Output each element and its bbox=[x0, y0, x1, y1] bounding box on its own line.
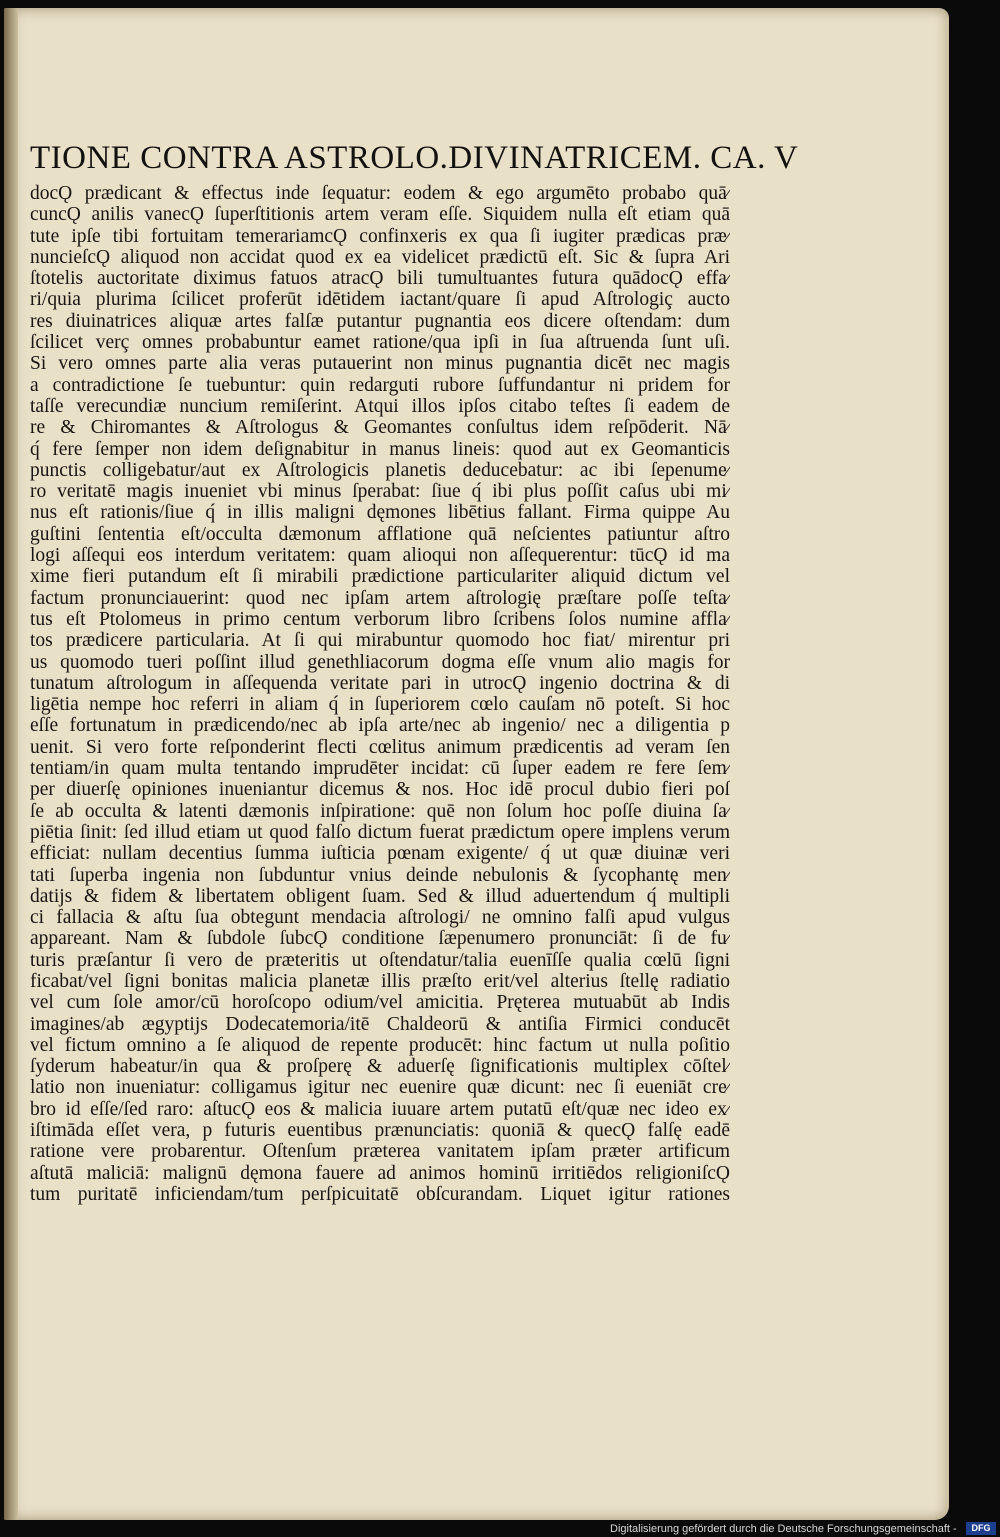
text-line: punctis colligebatur/aut ex Aſtrologicis planetis deducebatur: ac ibi ſepenume⁄ bbox=[30, 459, 730, 481]
text-line: res diuinatrices aliquæ artes falſæ putantur pugnantia eos dicere oſtendam: dum bbox=[30, 310, 730, 332]
text-line: tunatum aſtrologum in aſſequenda veritate pari in utrocǪ ingenio doctrina & di bbox=[30, 672, 730, 694]
text-line: tute ipſe tibi fortuitam temerariamcǪ confinxeris ex qua ſi iugiter prædicas præ⁄ bbox=[30, 225, 730, 247]
text-line: appareant. Nam & ſubdole ſubcǪ conditione ſæpenumero pronunciāt: ſi de fu⁄ bbox=[30, 928, 730, 950]
text-line: eſſe fortunatum in prædicendo/nec ab ipſa arte/nec ab ingenio/ nec a diligentia p bbox=[30, 715, 730, 737]
text-line: cuncǪ anilis vanecǪ ſuperſtitionis artem veram eſſe. Siquidem nulla eſt etiam quā bbox=[30, 204, 730, 226]
text-line: ri/quia plurima ſcilicet proferūt idētidem iactant/quare ſi apud Aſtrologiç aucto bbox=[30, 289, 730, 311]
page-gutter bbox=[4, 8, 18, 1520]
text-line: ſyderum habeatur/in qua & proſperę & aduerſę ſignificationis multiplex cōſtel⁄ bbox=[30, 1056, 730, 1078]
text-line: turis præſantur ſi vero de præteritis ut oſtendatur/talia euenīſſe qualia cœlū ſigni bbox=[30, 949, 730, 971]
text-line: tos prædicere particularia. At ſi qui mirabuntur quomodo hoc fiat/ mirentur pri bbox=[30, 630, 730, 652]
text-line: re & Chiromantes & Aſtrologus & Geomantes conſultus idem reſpōderit. Nā⁄ bbox=[30, 417, 730, 439]
text-line: tus eſt Ptolomeus in primo centum verborum libro ſcribens ſolos numine affla⁄ bbox=[30, 608, 730, 630]
text-line: tum puritatē inficiendam/tum perſpicuitatē obſcurandam. Liquet igitur rationes bbox=[30, 1183, 730, 1205]
text-line: ſtotelis auctoritate diximus fatuos atracǪ bili tumultuantes futura quādocǪ effa⁄ bbox=[30, 268, 730, 290]
text-line: guſtini ſententia eſt/occulta dæmonum afflatione quā neſcientes patiuntur aſtro bbox=[30, 523, 730, 545]
text-line: efficiat: nullam decentius ſumma iuſticia pœnam exigente/ q́ ut quæ diuinæ veri bbox=[30, 843, 730, 865]
text-line: datijs & fidem & libertatem obligent ſuam. Sed & illud aduertendum q́ multipli bbox=[30, 885, 730, 907]
text-line: tentiam/in quam multa tentando imprudēter incidat: cū ſuper eadem re fere ſem⁄ bbox=[30, 758, 730, 780]
text-line: us quomodo tueri poſſint illud genethliacorum dogma eſſe vnum alio magis for bbox=[30, 651, 730, 673]
text-line: Si vero omnes parte alia veras putauerint non minus pugnantia dicēt nec magis bbox=[30, 353, 730, 375]
text-line: bro id eſſe/ſed raro: aſtucǪ eos & malicia iuuare artem putatū eſt/quæ nec ideo ex⁄ bbox=[30, 1098, 730, 1120]
text-line: vel cum ſole amor/cū horoſcopo odium/vel amicitia. Pręterea mutuabūt ab Indis bbox=[30, 992, 730, 1014]
text-line: aſtutā maliciā: malignū dęmona fauere ad animos hominū irritiēdos religioniſcǪ bbox=[30, 1162, 730, 1184]
text-line: ſe ab occulta & latenti dæmonis inſpiratione: quē non ſolum hoc poſſe diuina ſa⁄ bbox=[30, 800, 730, 822]
text-line: ficabat/vel ſigni bonitas malicia planetæ illis præſto erit/vel alterius ſtellę radiatio bbox=[30, 970, 730, 992]
digitization-credit: Digitalisierung gefördert durch die Deutsche Forschungsgemeinschaft - bbox=[610, 1523, 957, 1535]
text-line: docǪ prædicant & effectus inde ſequatur: eodem & ego argumēto probabo quā⁄ bbox=[30, 183, 730, 204]
text-line: ligētia nempe hoc referri in aliam q́ in ſuperiorem cœlo cauſam nō poteſt. Si hoc bbox=[30, 694, 730, 716]
text-line: factum pronunciauerint: quod nec ipſam artem aſtrologię præſtare poſſe teſta⁄ bbox=[30, 587, 730, 609]
running-head: TIONE CONTRA ASTROLO.DIVINATRICEM. CA. V bbox=[30, 140, 799, 176]
text-line: vel fictum omnino a ſe aliquod de repente producēt: hinc factum ut nulla poſitio bbox=[30, 1034, 730, 1056]
dfg-logo: DFG bbox=[966, 1522, 996, 1535]
text-line: tati ſuperba ingenia non ſubduntur vnius deinde nebulonis & ſycophantę men⁄ bbox=[30, 864, 730, 886]
text-block bbox=[30, 183, 730, 1205]
text-line: iſtimāda eſſet vera, p futuris euentibus prænunciatis: quoniā & quecǪ falſę eadē bbox=[30, 1120, 730, 1142]
text-line: piētia ſinit: ſed illud etiam ut quod falſo dictum fuerat prædictum opere implens verum bbox=[30, 821, 730, 843]
text-line: nuncieſcǪ aliquod non accidat quod ex ea videlicet prædictū eſt. Sic & ſupra Ari bbox=[30, 246, 730, 268]
text-line: per diuerſę opiniones inueniantur dicemus & nos. Hoc idē procul dubio fieri poſ bbox=[30, 779, 730, 801]
text-line: ratione vere probarentur. Oſtenſum præterea vanitatem ipſam præter artificum bbox=[30, 1141, 730, 1163]
text-line: logi aſſequi eos interdum veritatem: quam alioqui non aſſequerentur: tūcǪ id ma bbox=[30, 545, 730, 567]
text-line: ro veritatē magis inueniet vbi minus ſperabat: ſiue q́ ibi plus poſſit caſus ubi mi⁄ bbox=[30, 481, 730, 503]
text-line: ci fallacia & aſtu ſua obtegunt mendacia aſtrologi/ ne omnino falſi apud vulgus bbox=[30, 907, 730, 929]
text-line: imagines/ab ægyptijs Dodecatemoria/itē Chaldeorū & antiſia Firmici conducēt bbox=[30, 1013, 730, 1035]
text-line: ſcilicet verç omnes probabuntur eamet ratione/qua ipſi in ſua aſtruenda ſunt uſi. bbox=[30, 332, 730, 354]
text-line: latio non inueniatur: colligamus igitur nec euenire quæ dicunt: nec ſi eueniāt cre⁄ bbox=[30, 1077, 730, 1099]
text-line: q́ fere ſemper non idem deſignabitur in manus lineis: quod aut ex Geomanticis bbox=[30, 438, 730, 460]
text-line: xime fieri putandum eſt ſi mirabili prædictione particulariter aliquid dictum vel bbox=[30, 566, 730, 588]
text-line: taſſe verecundiæ nuncium remiſerint. Atqui illos ipſos citabo teſtes ſi eadem de bbox=[30, 395, 730, 417]
text-line: uenit. Si vero forte reſponderint flecti cœlitus animum prædicentis ad veram ſen bbox=[30, 736, 730, 758]
text-line: nus eſt rationis/ſiue q́ in illis maligni dęmones libētius fallant. Firma quippe Au bbox=[30, 502, 730, 524]
text-line: a contradictione ſe tuebuntur: quin redarguti rubore ſuffundantur ni pridem for bbox=[30, 374, 730, 396]
